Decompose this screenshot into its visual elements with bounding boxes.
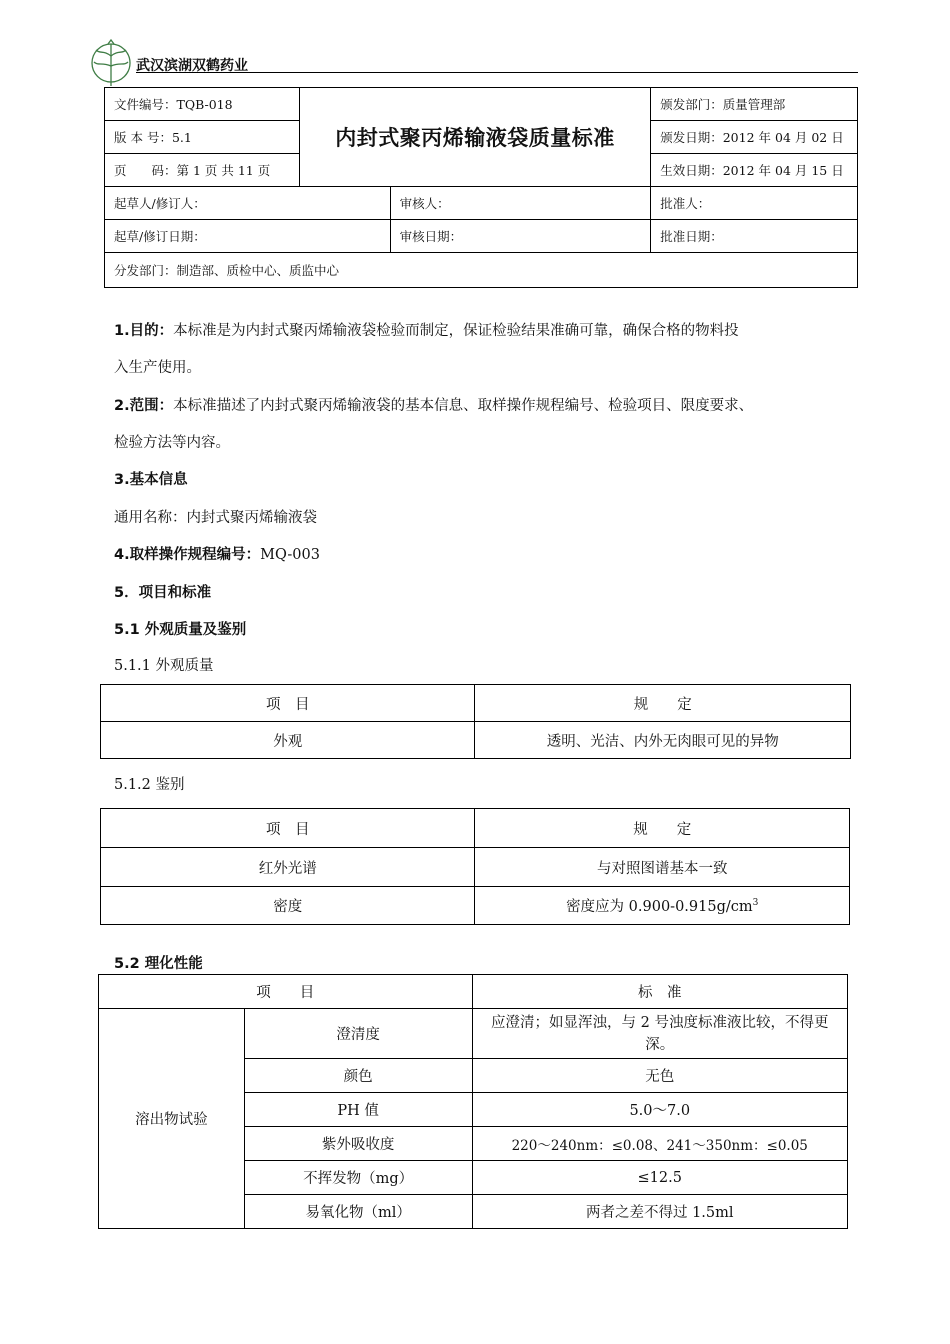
table-cell: 应澄清；如显浑浊，与 2 号浊度标准液比较，不得更深。 xyxy=(472,1009,847,1059)
reviewer-field: 审核人： xyxy=(390,187,651,220)
document-info-table xyxy=(104,87,858,288)
section-5-2-heading: 5.2 理化性能 xyxy=(114,956,203,972)
table-cell xyxy=(475,887,850,925)
table-header: 规 定 xyxy=(475,809,850,848)
table-cell: 澄清度 xyxy=(244,1009,472,1059)
approve-date-field: 批准日期： xyxy=(651,220,858,253)
company-logo-icon xyxy=(86,36,136,90)
section-5-1-1-heading: 5.1.1 外观质量 xyxy=(114,658,214,674)
table-cell: 5.0～7.0 xyxy=(472,1093,847,1127)
physchem-table xyxy=(98,974,848,1229)
effective-date: 生效日期：2012 年 04 月 15 日 xyxy=(651,154,858,187)
drafter-field: 起草人/修订人： xyxy=(105,187,391,220)
table-cell: PH 值 xyxy=(244,1093,472,1127)
appearance-table xyxy=(100,684,851,759)
table-cell: 两者之差不得过 1.5ml xyxy=(472,1195,847,1229)
distribution-field: 分发部门：制造部、质检中心、质监中心 xyxy=(105,253,858,288)
table-cell: 颜色 xyxy=(244,1059,472,1093)
sampling-label: 4.取样操作规程编号： xyxy=(114,547,261,563)
company-name: 武汉滨湖双鹤药业 xyxy=(136,58,248,74)
approver-field: 批准人： xyxy=(651,187,858,220)
table-cell: 与对照图谱基本一致 xyxy=(475,848,850,887)
file-number: 文件编号：TQB-018 xyxy=(105,88,300,121)
review-date-field: 审核日期： xyxy=(390,220,651,253)
table-cell: 无色 xyxy=(472,1059,847,1093)
scope-label: 2.范围： xyxy=(114,398,174,414)
table-cell: 外观 xyxy=(101,722,475,759)
section-5-1-2-heading: 5.1.2 鉴别 xyxy=(114,777,185,793)
document-title: 内封式聚丙烯输液袋质量标准 xyxy=(299,88,650,187)
table-cell: 易氧化物（ml） xyxy=(244,1195,472,1229)
sampling-value: MQ-003 xyxy=(260,547,320,563)
basic-info-heading: 3.基本信息 xyxy=(114,472,188,488)
issue-date: 颁发日期：2012 年 04 月 02 日 xyxy=(651,121,858,154)
purpose-text-line2: 入生产使用。 xyxy=(114,360,201,376)
table-cell: 220～240nm：≤0.08、241～350nm：≤0.05 xyxy=(472,1127,847,1161)
table-header: 项 目 xyxy=(101,809,475,848)
table-cell: ≤12.5 xyxy=(472,1161,847,1195)
purpose-text-line1: 本标准是为内封式聚丙烯输液袋检验而制定，保证检验结果准确可靠，确保合格的物料投 xyxy=(173,323,739,339)
table-header: 标 准 xyxy=(472,975,847,1009)
table-header: 项 目 xyxy=(99,975,473,1009)
issue-department: 颁发部门：质量管理部 xyxy=(651,88,858,121)
page-number: 页 码：第 1 页 共 11 页 xyxy=(105,154,300,187)
table-cell: 红外光谱 xyxy=(101,848,475,887)
identification-table xyxy=(100,808,850,925)
table-cell: 不挥发物（mg） xyxy=(244,1161,472,1195)
table-header: 项 目 xyxy=(101,685,475,722)
density-superscript: 3 xyxy=(752,898,759,909)
density-spec: 密度应为 0.900-0.915g/cm xyxy=(566,899,753,915)
section-5-1-heading: 5.1 外观质量及鉴别 xyxy=(114,622,247,638)
scope-text-line1: 本标准描述了内封式聚丙烯输液袋的基本信息、取样操作规程编号、检验项目、限度要求、 xyxy=(173,398,754,414)
table-cell: 密度 xyxy=(101,887,475,925)
generic-name: 通用名称：内封式聚丙烯输液袋 xyxy=(114,510,317,526)
draft-date-field: 起草/修订日期： xyxy=(105,220,391,253)
purpose-label: 1.目的： xyxy=(114,323,174,339)
table-cell: 透明、光洁、内外无肉眼可见的异物 xyxy=(475,722,851,759)
scope-text-line2: 检验方法等内容。 xyxy=(114,435,230,451)
group-cell: 溶出物试验 xyxy=(99,1009,245,1229)
table-header: 规 定 xyxy=(475,685,851,722)
header-rule xyxy=(136,72,858,73)
version-number: 版 本 号：5.1 xyxy=(105,121,300,154)
table-cell: 紫外吸收度 xyxy=(244,1127,472,1161)
sampling-procedure xyxy=(114,545,320,565)
purpose-paragraph xyxy=(114,321,739,341)
items-standards-heading: 5．项目和标准 xyxy=(114,585,212,601)
scope-paragraph xyxy=(114,396,753,416)
